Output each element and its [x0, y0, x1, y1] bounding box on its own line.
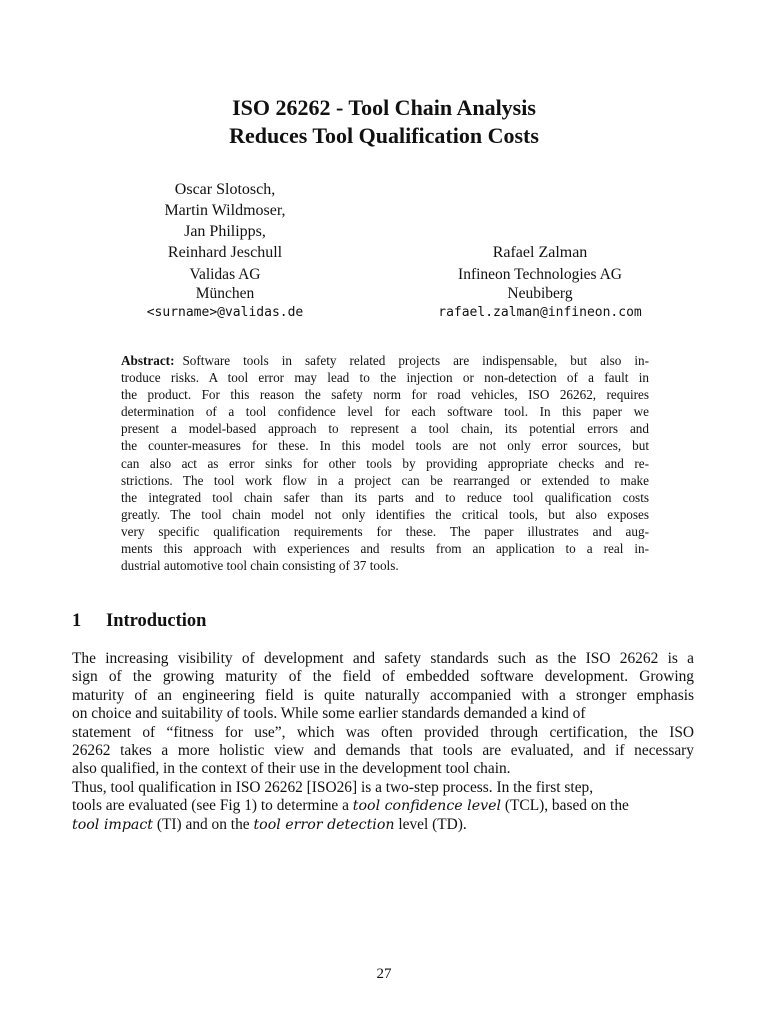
body-text: level (TD).: [394, 815, 467, 833]
abstract-line: [121, 352, 649, 369]
abstract-line: the product. For this reason the safety norm for road vehicles, ISO 26262, requires: [121, 387, 649, 403]
section-number: 1: [72, 611, 82, 631]
body-line: Thus, tool qualification in ISO 26262 [ISO26] is a two-step process. In the first step,: [72, 778, 594, 796]
body-line: sign of the growing maturity of the field of embedded software development. Growing: [72, 668, 694, 686]
body-line: [72, 816, 694, 834]
body-line: also qualified, in the context of their use in the development tool chain.: [72, 760, 511, 778]
email-left: <surname>@validas.de: [146, 305, 304, 320]
affiliation-city: München: [195, 285, 255, 302]
term-tool-confidence-level: tool confidence level: [352, 798, 502, 815]
email-right: rafael.zalman@infineon.com: [438, 305, 642, 320]
body-line: maturity of an engineering field is quite naturally accompanied with a stronger emphasis: [72, 686, 694, 704]
body-line: on choice and suitability of tools. While some earlier standards demanded a kind of: [72, 705, 586, 723]
body-line: [72, 797, 694, 815]
abstract-line: the counter-measures for these. In this model tools are not only error sources, but: [121, 438, 649, 454]
author-name: Jan Philipps,: [184, 223, 266, 240]
abstract-label: Abstract:: [121, 353, 175, 368]
abstract-line: can also act as error sinks for other tools by providing appropriate checks and re-: [121, 455, 649, 471]
affiliation-right: [390, 265, 690, 303]
authors-right: [390, 242, 690, 263]
body-line: statement of “fitness for use”, which was often provided through certification, the ISO: [72, 723, 694, 741]
abstract-line: troduce risks. A tool error may lead to the injection or non-detection of a fault in: [121, 370, 649, 386]
abstract-line: the integrated tool chain safer than its parts and to reduce tool qualification costs: [121, 489, 649, 505]
author-name: Rafael Zalman: [492, 244, 588, 261]
authors-left: [75, 179, 375, 263]
affiliation-left: [75, 265, 375, 303]
body-text: (TCL), based on the: [501, 797, 629, 815]
section-title: Introduction: [106, 611, 207, 631]
body-text: (TI) and on the: [153, 815, 254, 833]
author-name: Oscar Slotosch,: [174, 181, 276, 198]
title-line-1: ISO 26262 - Tool Chain Analysis: [232, 95, 536, 120]
abstract-line: present a model-based approach to represent a tool chain, its potential errors and: [121, 421, 649, 437]
affiliation-org: Infineon Technologies AG: [458, 266, 622, 283]
abstract-line: ments this approach with experiences and results from an application to a real in-: [121, 541, 649, 557]
body-text: tools are evaluated (see Fig 1) to determine a: [72, 797, 353, 815]
affiliation-city: Neubiberg: [507, 285, 573, 302]
body-line: The increasing visibility of development and safety standards such as the ISO 26262 is a: [72, 650, 694, 667]
affiliation-org: Validas AG: [189, 266, 261, 283]
abstract-line: very specific qualification requirements for these. The paper illustrates and aug-: [121, 523, 649, 539]
title-line-2: Reduces Tool Qualification Costs: [229, 123, 539, 148]
abstract-line: determination of a tool confidence level for each software tool. In this paper we: [121, 404, 649, 420]
body-line: 26262 takes a more holistic view and demands that tools are evaluated, and if necessary: [72, 741, 694, 759]
abstract: [121, 352, 649, 574]
author-name: Martin Wildmoser,: [164, 202, 286, 219]
term-tool-impact: tool impact: [72, 816, 154, 833]
paper-title: [0, 94, 768, 150]
section-heading: [72, 611, 206, 632]
abstract-line: dustrial automotive tool chain consisting of 37 tools.: [121, 558, 399, 574]
term-tool-error-detection: tool error detection: [253, 816, 395, 833]
abstract-line: greatly. The tool chain model not only identifies the critical tools, but also exposes: [121, 506, 649, 522]
abstract-line: strictions. The tool work flow in a project can be rearranged or extended to make: [121, 472, 649, 488]
abstract-text: Software tools in safety related projects are indispensable, but also in-: [182, 353, 649, 368]
page-number: 27: [376, 966, 392, 982]
introduction-body: [72, 650, 694, 834]
author-name: Reinhard Jeschull: [167, 244, 283, 261]
